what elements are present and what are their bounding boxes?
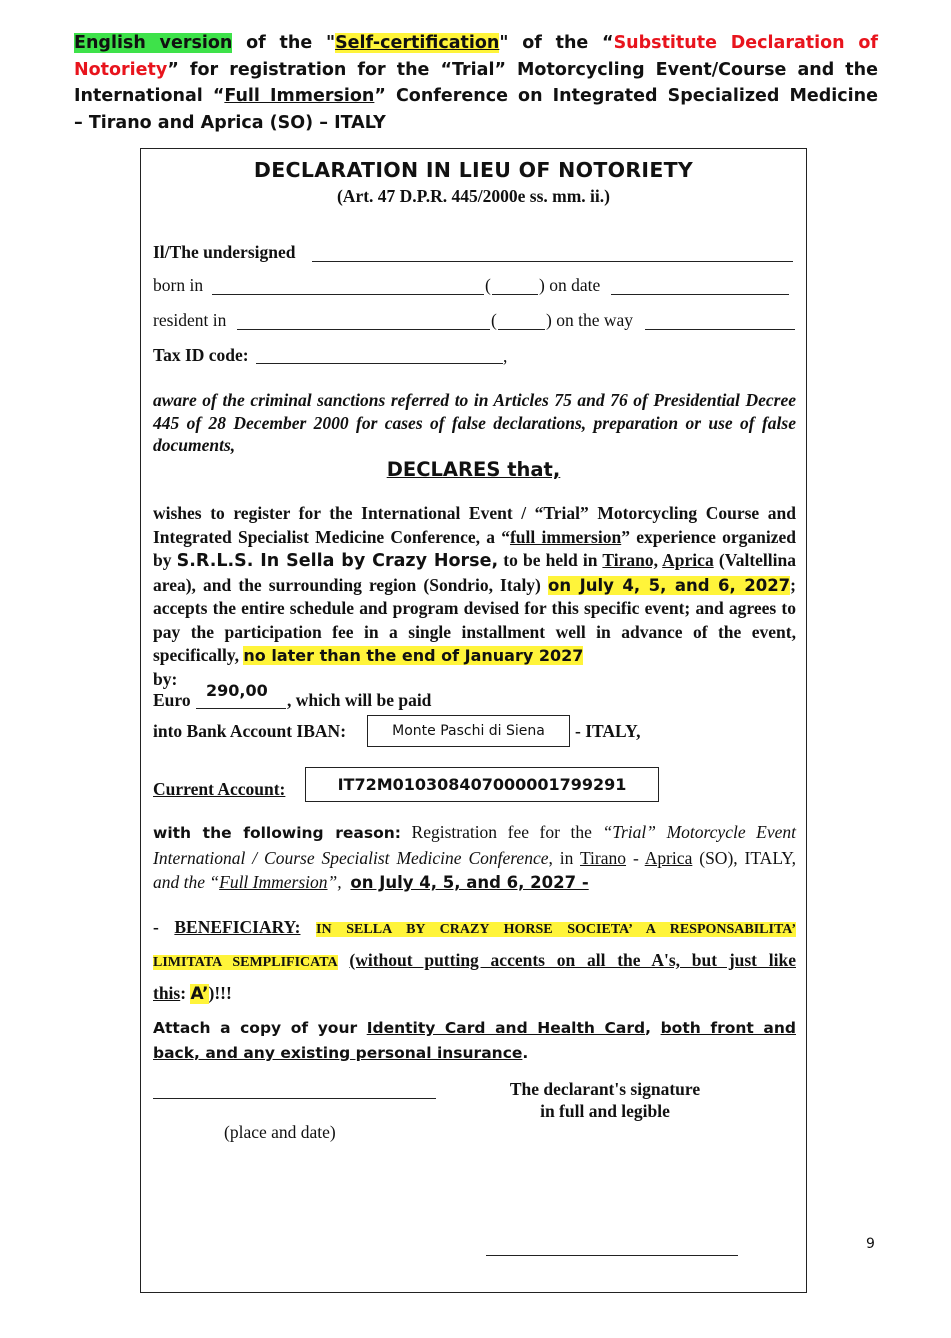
address-field[interactable] xyxy=(645,329,795,330)
on-the-way-label: ) on the way xyxy=(546,310,633,330)
birth-date-field[interactable] xyxy=(611,294,789,295)
bank-name-box: Monte Paschi di Siena xyxy=(367,715,570,747)
place-date-label: (place and date) xyxy=(224,1122,336,1142)
resident-province-field[interactable] xyxy=(498,329,545,330)
declaration-subtitle: (Art. 47 D.P.R. 445/2000e ss. mm. ii.) xyxy=(336,186,610,206)
intro-line-1: English version of the "Self-certification" of the “Substitute Declaration of xyxy=(74,33,878,53)
event-dates: on July 4, 5, and 6, 2027 xyxy=(548,575,791,595)
intro-line-3: International “Full Immersion” Conference on Integrated Specialized Medicine xyxy=(74,86,879,107)
euro-label: Euro xyxy=(153,690,191,710)
born-in-label: born in xyxy=(153,275,204,295)
iban-box xyxy=(305,767,659,802)
resident-in-field[interactable] xyxy=(237,329,490,330)
amount-underline xyxy=(196,708,286,709)
organizer-name: S.R.L.S. In Sella by Crazy Horse, xyxy=(176,551,499,571)
english-version-label: English version xyxy=(74,33,233,53)
substitute-declaration-label: Substitute Declaration of xyxy=(613,33,878,53)
reason-dates: on July 4, 5, and 6, 2027 - xyxy=(350,873,589,892)
tax-id-label: Tax ID code: xyxy=(153,345,249,365)
signature-field[interactable] xyxy=(486,1255,738,1256)
beneficiary-label: BENEFICIARY: xyxy=(174,917,301,937)
beneficiary-section: - BENEFICIARY: IN SELLA BY CRAZY HORSE SOCIETA’ A RESPONSABILITA’ LIMITATA SEMPLIFICATA (without putting accents on all the A's, but just like this: A’)!!! xyxy=(153,917,797,1004)
self-certification-label: Self-certification xyxy=(335,33,500,53)
undersigned-field[interactable] xyxy=(312,261,793,262)
beneficiary-name: IN SELLA BY CRAZY HORSE SOCIETA’ A RESPONSABILITA’ xyxy=(316,922,797,937)
on-date-label: ) on date xyxy=(539,275,601,295)
intro-paragraph xyxy=(74,30,878,136)
born-in-field[interactable] xyxy=(212,294,484,295)
fee-amount: 290,00 xyxy=(206,681,268,700)
iban-label: into Bank Account IBAN: xyxy=(153,721,347,741)
signature-caption: The declarant's signature in full and legible xyxy=(509,1079,701,1121)
born-province-field[interactable] xyxy=(492,294,538,295)
declaration-title: DECLARATION IN LIEU OF NOTORIETY xyxy=(253,158,694,182)
current-account-label: Current Account: xyxy=(153,779,286,799)
declares-heading: DECLARES that, xyxy=(386,458,561,481)
undersigned-label: Il/The undersigned xyxy=(153,242,296,262)
registration-statement: wishes to register for the International Event / “Trial” Motorcycling Course and Integrated Specialist Medicine Conference, a “full immersion” experience organized by S.R.L.S. In Sella by Crazy Horse, to be held in Tirano, Aprica (Valtellina area), and the surrounding region (Sondrio, Italy) on July 4, 5, and 6, 2027; accepts the entire schedule and program devised for this specific event; and agrees to pay the participation fee in a single installment well in advance of the event, specifically, no later than the end of January 2027 xyxy=(153,503,797,665)
tax-id-field[interactable] xyxy=(256,363,503,364)
criminal-sanctions-notice: aware of the criminal sanctions referred to in Articles 75 and 76 of Presidential Decree 445 of 28 December 2000 for cases of false declarations, preparation or use of false documents, xyxy=(153,390,796,455)
resident-in-label: resident in xyxy=(153,310,227,330)
intro-line-2: Notoriety” for registration for the “Trial” Motorcycling Event/Course and the xyxy=(74,59,878,80)
payment-deadline: no later than the end of January 2027 xyxy=(243,646,584,665)
page-number: 9 xyxy=(866,1236,875,1252)
place-date-field[interactable] xyxy=(153,1098,436,1099)
attachment-instructions: Attach a copy of your Identity Card and Health Card, both front and back, and any existing personal insurance. xyxy=(153,1019,796,1062)
payment-reason: with the following reason: Registration fee for the “Trial” Motorcycle Event International / Course Specialist Medicine Conference, in Tirano - Aprica (SO), ITALY, and the “Full Immersion”, on July 4, 5, and 6, 2027 - xyxy=(153,822,797,892)
iban-value: IT72M010308407000001799291 xyxy=(337,775,627,794)
intro-line-4: – Tirano and Aprica (SO) – ITALY xyxy=(74,112,386,133)
